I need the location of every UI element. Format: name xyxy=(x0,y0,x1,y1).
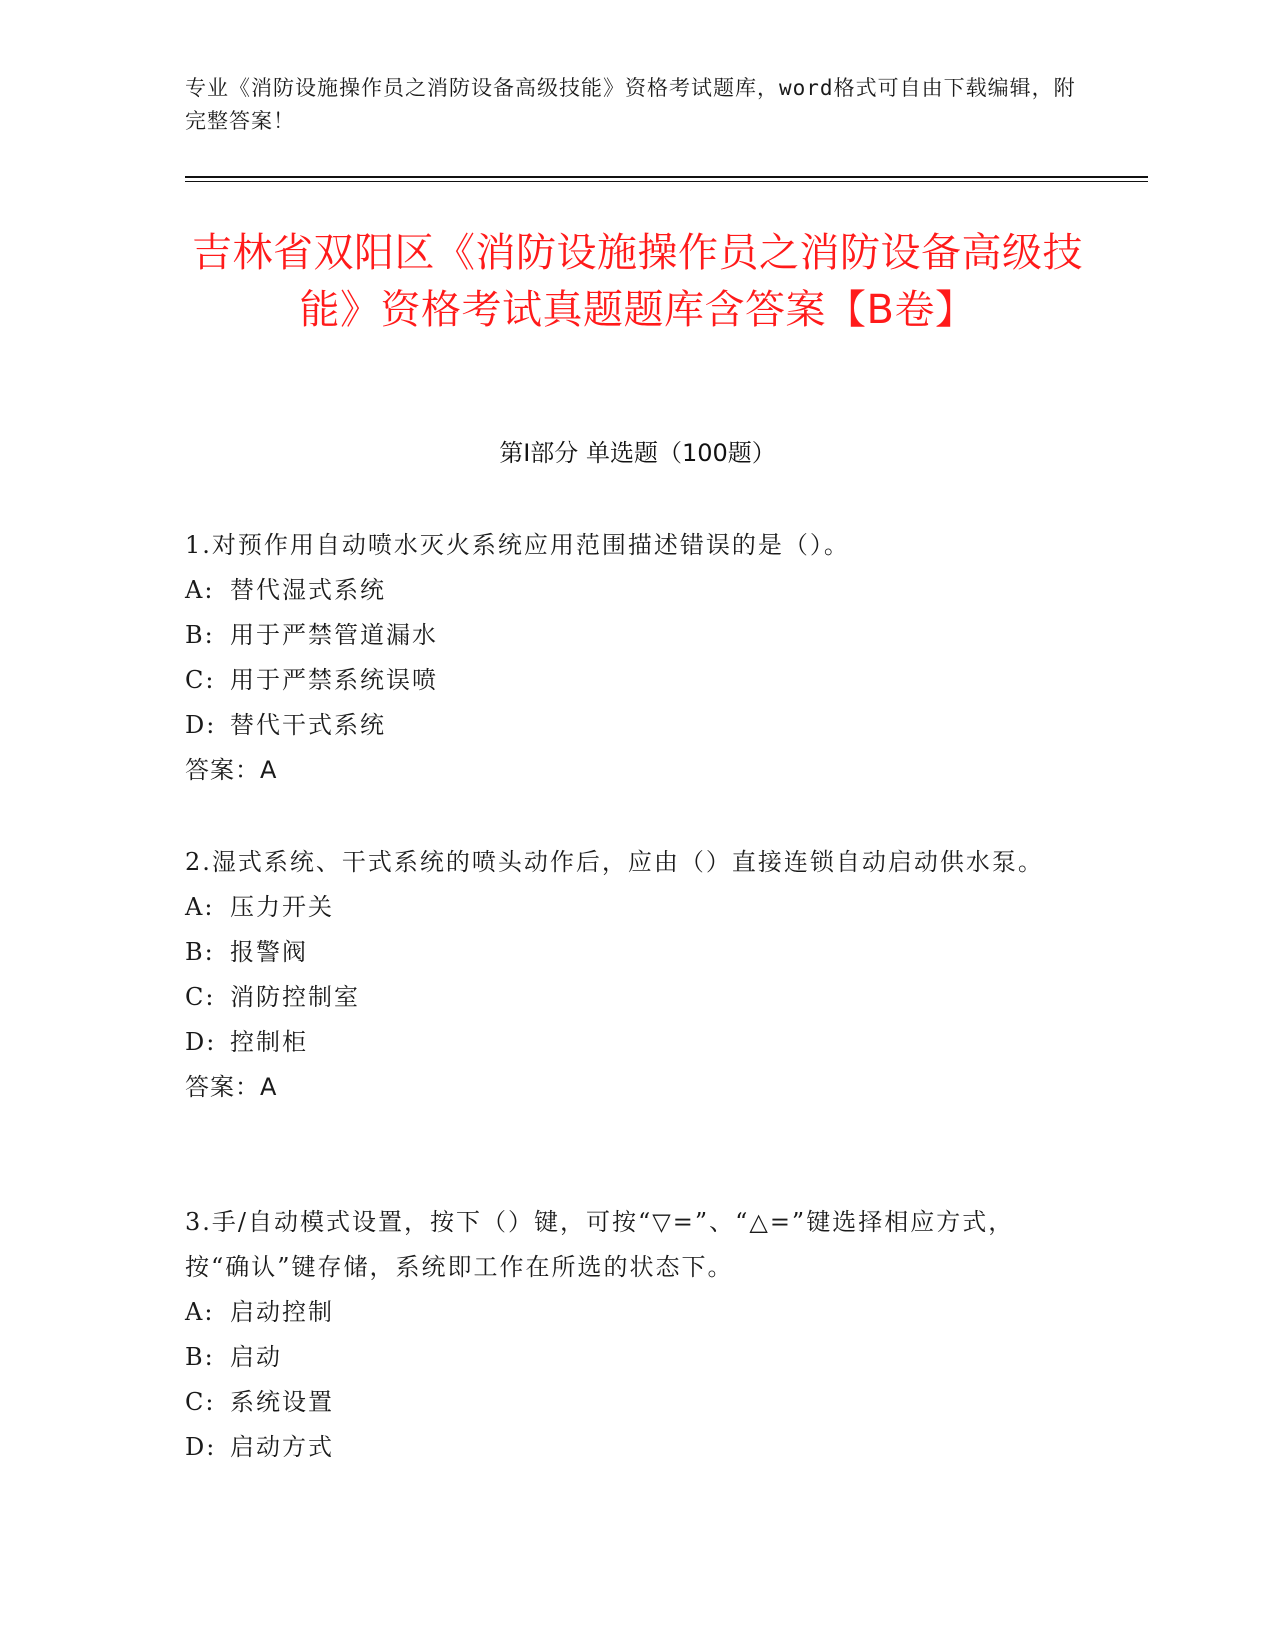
option-b xyxy=(185,1335,1065,1380)
answer-line: 答案：A xyxy=(185,1073,278,1101)
option-key: D: xyxy=(185,1028,217,1056)
question-stem: 1.对预作用自动喷水灭火系统应用范围描述错误的是（）。 xyxy=(185,531,850,559)
option-key: B: xyxy=(185,621,215,649)
option-a xyxy=(185,1290,1065,1335)
question-stem: 2.湿式系统、干式系统的喷头动作后，应由（）直接连锁自动启动供水泵。 xyxy=(185,848,1044,876)
option-text: 系统设置 xyxy=(230,1388,334,1416)
question-2 xyxy=(185,840,1065,1110)
option-key: C: xyxy=(185,1388,216,1416)
option-text: 用于严禁管道漏水 xyxy=(230,621,438,649)
option-d xyxy=(185,1020,1065,1065)
option-c xyxy=(185,975,1065,1020)
question-3 xyxy=(185,1200,1065,1470)
option-text: 替代干式系统 xyxy=(230,711,386,739)
option-b xyxy=(185,613,1065,658)
option-key: B: xyxy=(185,1343,215,1371)
option-d xyxy=(185,1425,1065,1470)
option-b xyxy=(185,930,1065,975)
question-1 xyxy=(185,523,1065,793)
option-key: A: xyxy=(185,1298,215,1326)
option-key: C: xyxy=(185,666,216,694)
question-stem: 3.手/自动模式设置，按下（）键，可按“▽=”、“△=”键选择相应方式，按“确认”键存储，系统即工作在所选的状态下。 xyxy=(185,1208,1015,1281)
option-text: 启动 xyxy=(230,1343,282,1371)
option-text: 启动方式 xyxy=(230,1433,334,1461)
option-key: A: xyxy=(185,576,215,604)
option-a xyxy=(185,885,1065,930)
option-text: 启动控制 xyxy=(230,1298,334,1326)
option-text: 用于严禁系统误喷 xyxy=(230,666,438,694)
option-c xyxy=(185,658,1065,703)
option-d xyxy=(185,703,1065,748)
header-rule-thin xyxy=(185,181,1148,182)
option-text: 替代湿式系统 xyxy=(230,576,386,604)
header-note: 专业《消防设施操作员之消防设备高级技能》资格考试题库，word格式可自由下载编辑，附完整答案！ xyxy=(185,76,1076,133)
header-rule-thick xyxy=(185,176,1148,178)
option-key: D: xyxy=(185,1433,217,1461)
option-key: A: xyxy=(185,893,215,921)
option-a xyxy=(185,568,1065,613)
option-key: B: xyxy=(185,938,215,966)
document-title: 吉林省双阳区《消防设施操作员之消防设备高级技能》资格考试真题题库含答案【B卷】 xyxy=(192,230,1083,333)
option-text: 控制柜 xyxy=(230,1028,308,1056)
option-key: D: xyxy=(185,711,217,739)
option-c xyxy=(185,1380,1065,1425)
option-key: C: xyxy=(185,983,216,1011)
option-text: 压力开关 xyxy=(230,893,334,921)
option-text: 报警阀 xyxy=(230,938,308,966)
answer-line: 答案：A xyxy=(185,756,278,784)
section-title: 第Ⅰ部分 单选题（100题） xyxy=(499,439,776,467)
option-text: 消防控制室 xyxy=(230,983,360,1011)
